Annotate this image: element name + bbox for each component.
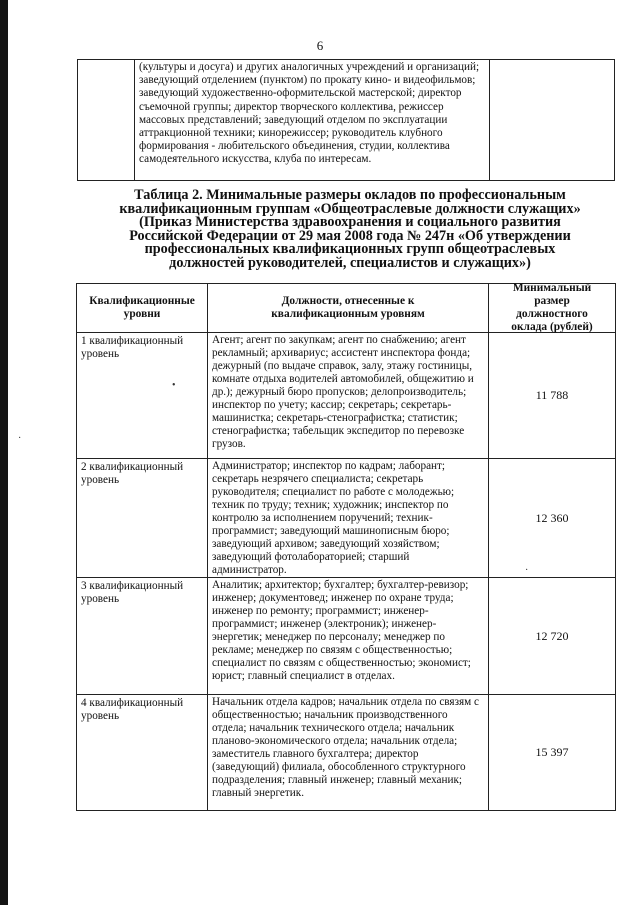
continuation-level-cell [78, 60, 135, 181]
level-cell: 2 квалификационный уровень [77, 459, 208, 578]
scan-edge-shadow [0, 0, 8, 905]
continuation-positions-cell [135, 60, 490, 181]
title-line: должностей руководителей, специалистов и служащих») [169, 254, 531, 271]
title-line: квалификационным группам «Общеотраслевые должности служащих» [119, 200, 581, 217]
salary-cell: 11 788 [489, 333, 616, 459]
salary-cell: 12 720 [489, 578, 616, 695]
table-row [77, 459, 616, 578]
positions-cell: Начальник отдела кадров; начальник отдела по связям с общественностью; начальник производственного отдела; начальник технического отдела; начальник планово-экономического отдела; начальник отдела; заместитель главного бухгалтера; директор (заведующий) филиала, обособленного структурного подразделения; главный инженер; главный механик; главный энергетик. [208, 695, 489, 811]
header-level: Квалификационные уровни [77, 284, 208, 333]
title-line: профессиональных квалификационных групп общеотраслевых [144, 241, 556, 258]
title-line: Российской Федерации от 29 мая 2008 года № 247н «Об утверждении [129, 227, 571, 244]
title-line: Таблица 2. Минимальные размеры окладов по профессиональным [134, 187, 566, 203]
continuation-salary-cell [490, 60, 615, 181]
header-salary: Минимальный размер должностного оклада (рублей) [489, 284, 616, 333]
positions-cell: Агент; агент по закупкам; агент по снабжению; агент рекламный; архивариус; ассистент инспектора фонда; дежурный (по выдаче справок, залу, этажу гостиницы, комнате отдыха водителей автомобилей, общежитию и др.); дежурный бюро пропусков; делопроизводитель; инспектор по учету; кассир; секретарь; секретарь-машинистка; секретарь-стенографистка; статистик; стенографистка; табельщик экспедитор по перевозке грузов. [208, 333, 489, 459]
level-cell: 1 квалификационный уровень [77, 333, 208, 459]
header-positions: Должности, отнесенные к квалификационным уровням [208, 284, 489, 333]
table-row [77, 333, 616, 459]
table-row [77, 695, 616, 811]
scan-speck: • [172, 380, 176, 391]
positions-cell: Администратор; инспектор по кадрам; лаборант; секретарь незрячего специалиста; секретарь руководителя; специалист по работе с молодежью; техник по труду; техник; художник; инспектор по контролю за исполнением поручений; техник-программист; заведующий машинописным бюро; заведующий архивом; заведующий хозяйством; заведующий фотолабораторией; старший администратор. [208, 459, 489, 578]
title-line: (Приказ Министерства здравоохранения и социального развития [139, 214, 561, 231]
positions-cell: Аналитик; архитектор; бухгалтер; бухгалтер-ревизор; инженер; документовед; инженер по охране труда; инженер по ремонту; программист; инженер-программист; инженер (электроник); инженер-энергетик; менеджер по персоналу; менеджер по рекламе; менеджер по связям с общественностью; специалист по связям с общественностью; экономист; юрист; главный специалист в отделах. [208, 578, 489, 695]
table-row [77, 578, 616, 695]
level-cell: 4 квалификационный уровень [77, 695, 208, 811]
scan-speck: · [525, 565, 529, 576]
salary-table [76, 283, 616, 811]
table-title [80, 189, 620, 271]
continuation-positions-text: (культуры и досуга) и других аналогичных учреждений и организаций; заведующий отделением (пунктом) по прокату кино- и видеофильмов; заведующий художественно-оформительской мастерской; директор съемочной группы; директор творческого коллектива, режиссер массовых представлений; заведующий отделом по эксплуатации аттракционной техники; кинорежиссер; руководитель клубного формирования - любительского объединения, студии, коллектива самодеятельного искусства, клуба по интересам. [139, 61, 480, 166]
level-cell: 3 квалификационный уровень [77, 578, 208, 695]
salary-cell: 12 360 [489, 459, 616, 578]
page-number: 6 [316, 38, 324, 53]
continuation-table [77, 59, 615, 181]
scan-speck: · [18, 433, 22, 444]
salary-cell: 15 397 [489, 695, 616, 811]
